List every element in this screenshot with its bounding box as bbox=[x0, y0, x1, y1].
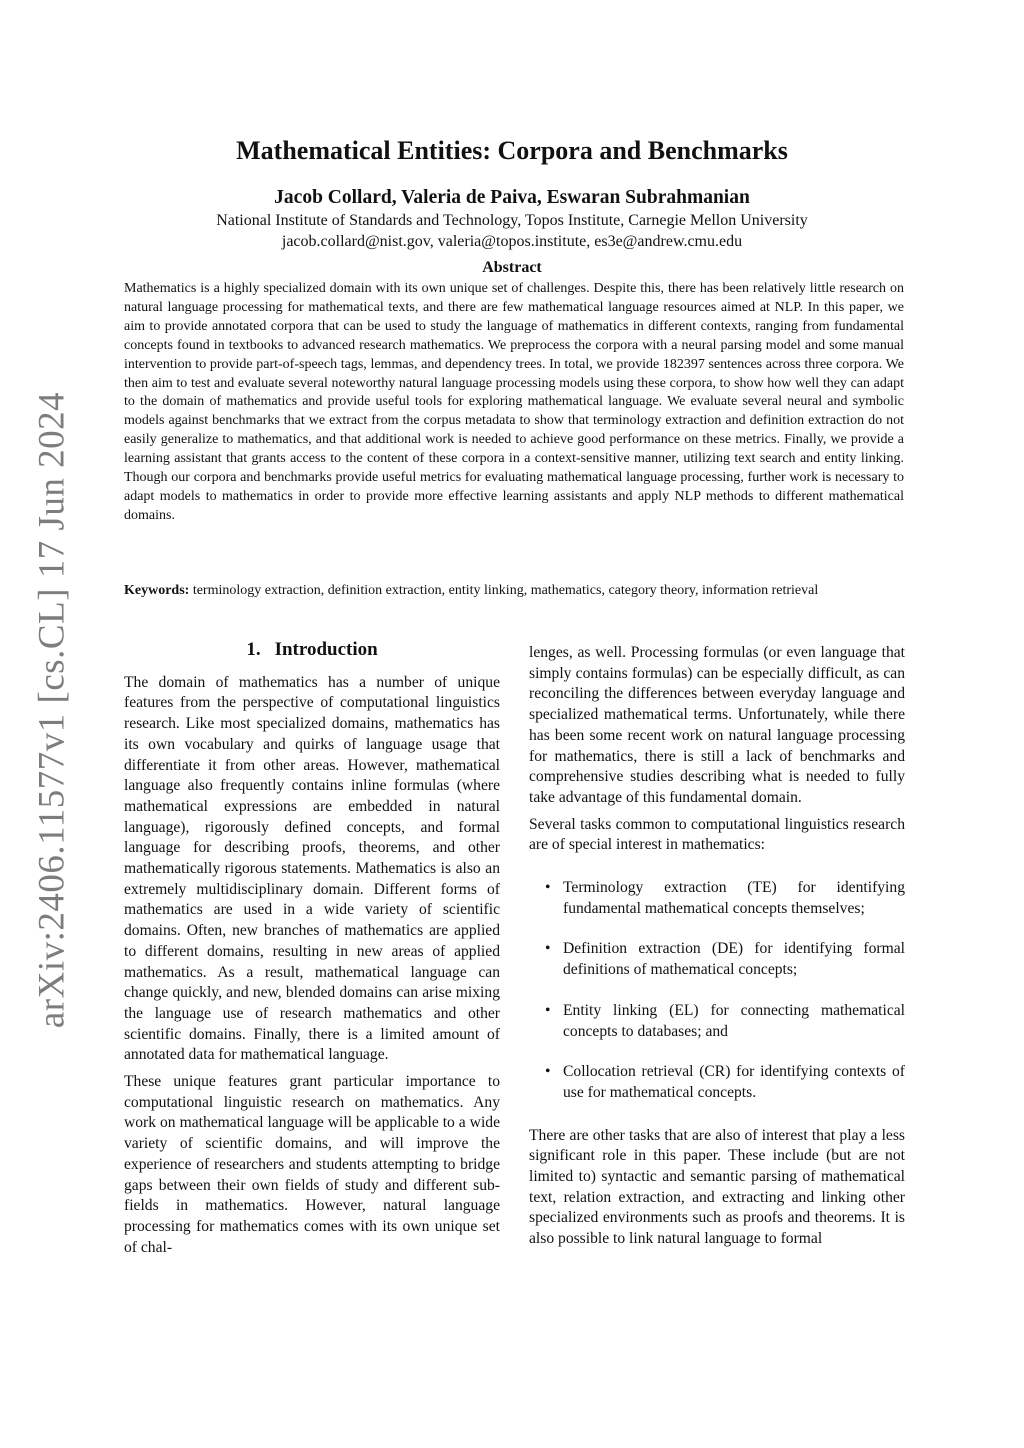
paper-title: Mathematical Entities: Corpora and Benchmarks bbox=[236, 136, 788, 165]
bullet-icon: • bbox=[545, 940, 551, 958]
section-number: 1. bbox=[246, 639, 261, 660]
section-title: Introduction bbox=[274, 639, 378, 660]
right-column bbox=[529, 643, 905, 1256]
intro-paragraph-5: There are other tasks that are also of interest that play a less significant role in this paper. These include (but are not limited to) syntactic and semantic parsing of mathematical text, relation extraction, and extracting and linking other specialized environments such as proofs and theorems. It is also possible to link natural language to formal bbox=[529, 1126, 905, 1248]
bullet-icon: • bbox=[545, 1063, 551, 1081]
list-item-text: Entity linking (EL) for connecting mathematical concepts to databases; and bbox=[563, 1001, 905, 1040]
abstract-heading: Abstract bbox=[482, 259, 542, 276]
list-item bbox=[529, 878, 905, 919]
intro-paragraph-2: These unique features grant particular importance to computational linguistic research on mathematics. Any work on mathematical language will be applicable to a wide variety of scientific domains, and will improve the experience of researchers and students attempting to bridge gaps between their own fields of study and different sub-fields in mathematics. However, natural language processing for mathematics comes with its own unique set of chal- bbox=[124, 1073, 500, 1256]
list-item bbox=[529, 939, 905, 980]
intro-paragraph-1: The domain of mathematics has a number of unique features from the perspective of computational linguistics research. Like most specialized domains, mathematics has its own vocabulary and quirks of language usage that differentiate it from other areas. However, mathematical language also frequently contains inline formulas (where mathematical expressions are embedded in natural language), rigorously defined concepts, and formal language for describing proofs, theorems, and other mathematically rigorous statements. Mathematics is also an extremely multidisciplinary domain. Different forms of mathematics are used in a wide variety of scientific domains. Often, new branches of mathematics are applied to different domains, resulting in new areas of applied mathematics. As a result, mathematical language can change quickly, and new, blended domains can arise mixing the language use of research mathematics and other scientific domains. Finally, there is a limited amount of annotated data for mathematical language. bbox=[124, 673, 500, 1064]
arxiv-sidebar-stamp bbox=[22, 360, 82, 1060]
list-item-text: Collocation retrieval (CR) for identifying contexts of use for mathematical concepts. bbox=[563, 1063, 905, 1101]
bullet-icon: • bbox=[545, 879, 551, 897]
list-item bbox=[529, 1001, 905, 1042]
abstract-text: Mathematics is a highly specialized domain with its own unique set of challenges. Despite this, there has been relatively little research on natural language processing for mathematical texts, and there are few mathematical language resources aimed at NLP. In this paper, we aim to provide annotated corpora that can be used to study the language of mathematics in different contexts, ranging from fundamental concepts found in textbooks to advanced research mathematics. We preprocess the corpora with a neural parsing model and some manual intervention to provide part-of-speech tags, lemmas, and dependency trees. In total, we provide 182397 sentences across three corpora. We then aim to test and evaluate several noteworthy natural language processing models using these corpora, to show how well they can adapt to the domain of mathematics and provide useful tools for exploring mathematical language. We evaluate several neural and symbolic models against benchmarks that we extract from the corpus metadata to show that terminology extraction and definition extraction do not easily generalize to mathematics, and that additional work is needed to achieve good performance on these metrics. Finally, we provide a learning assistant that grants access to the content of these corpora in a context-sensitive manner, utilizing text search and entity linking. Though our corpora and benchmarks provide useful metrics for evaluating mathematical language processing, further work is necessary to adapt models to mathematics in order to provide more effective learning assistants and apply NLP methods to different mathematical domains. bbox=[124, 281, 904, 523]
list-item bbox=[529, 1062, 905, 1103]
intro-paragraph-3: lenges, as well. Processing formulas (or even language that simply contains formulas) can be especially difficult, as can reconciling the differences between everyday language and specialized mathematical terms. Unfortunately, while there has been some recent work on natural language processing for mathematics, there is still a lack of benchmarks and comprehensive studies describing what is needed to fully take advantage of this fundamental domain. bbox=[529, 644, 905, 806]
list-item-text: Definition extraction (DE) for identifying formal definitions of mathematical concepts; bbox=[563, 940, 905, 979]
keywords bbox=[124, 582, 904, 601]
left-column bbox=[124, 640, 500, 1264]
section-heading bbox=[124, 640, 500, 661]
list-item-text: Terminology extraction (TE) for identifying fundamental mathematical concepts themselves; bbox=[563, 879, 905, 917]
bullet-icon: • bbox=[545, 1001, 551, 1019]
keywords-text: terminology extraction, definition extraction, entity linking, mathematics, category theory, information retrieval bbox=[192, 583, 819, 598]
intro-paragraph-4: Several tasks common to computational linguistics research are of special interest in mathematics: bbox=[529, 815, 905, 854]
arxiv-id: arXiv:2406.11577v1 [cs.CL] 17 Jun 2024 bbox=[31, 391, 73, 1029]
task-list bbox=[529, 878, 905, 1104]
author-emails: jacob.collard@nist.gov, valeria@topos.institute, es3e@andrew.cmu.edu bbox=[281, 233, 743, 250]
affiliations: National Institute of Standards and Technology, Topos Institute, Carnegie Mellon University bbox=[216, 212, 808, 229]
author-list: Jacob Collard, Valeria de Paiva, Eswaran Subrahmanian bbox=[274, 187, 750, 208]
keywords-label: Keywords: bbox=[124, 583, 190, 598]
